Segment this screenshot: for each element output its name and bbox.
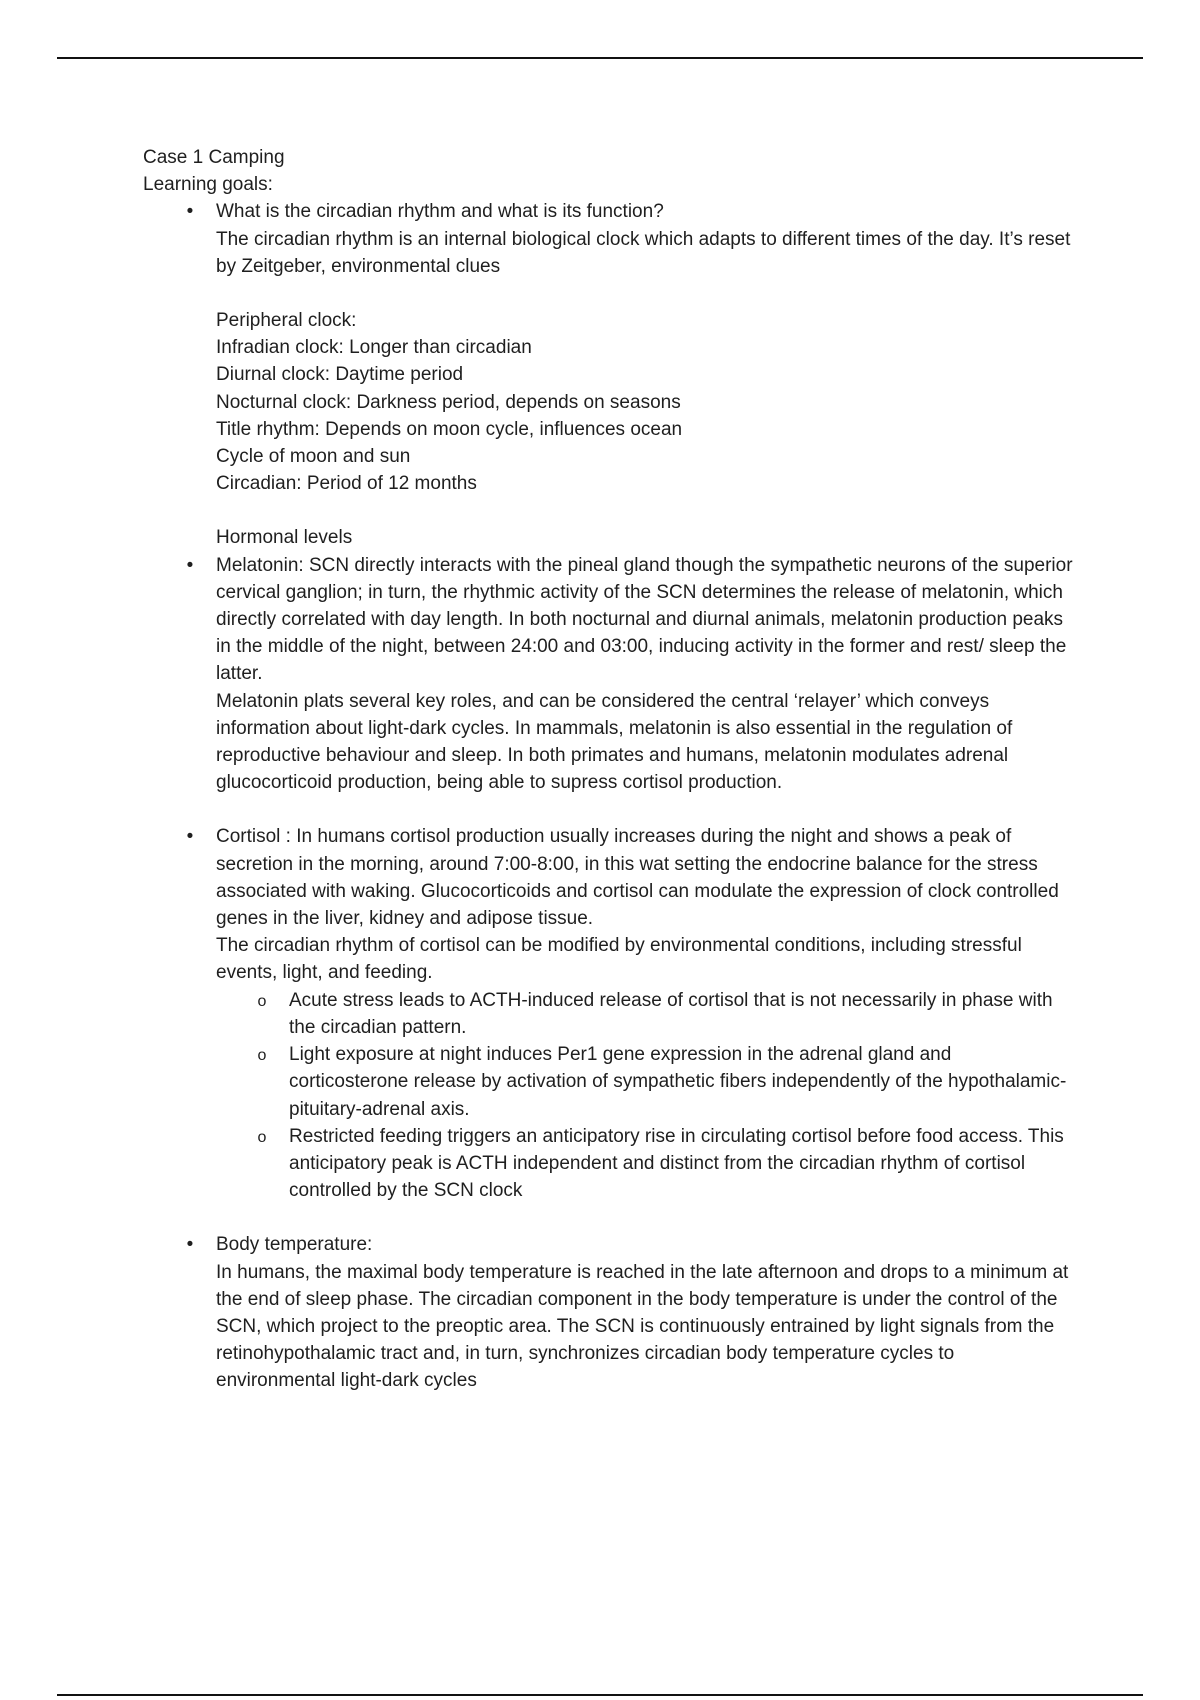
bullet-icon: • [186,1234,194,1256]
question-circadian: What is the circadian rhythm and what is its function? [216,201,664,223]
cortisol-paragraph-2: The circadian rhythm of cortisol can be modified by environmental conditions, including stressful events, light, and feeding. [216,935,1022,984]
sub-item-text: Acute stress leads to ACTH-induced release of cortisol that is not necessarily in phase with the circadian pattern. [289,989,1053,1038]
bullet-icon: • [186,554,194,576]
spacer [143,280,1073,307]
body-temperature-heading: Body temperature: [216,1234,373,1256]
bullet-icon: • [186,201,194,223]
clock-line-circadian: Circadian: Period of 12 months [216,473,477,495]
peripheral-clock-heading: Peripheral clock: [216,310,357,332]
doc-title: Case 1 Camping [143,147,285,168]
list-item-body-temperature [143,1231,1073,1394]
clock-line-title-rhythm: Title rhythm: Depends on moon cycle, influences ocean [216,418,683,440]
melatonin-paragraph-1: Melatonin: SCN directly interacts with the pineal gland though the sympathetic neurons of the superior cervical ganglion; in turn, the rhythmic activity of the SCN determines the release of melatonin, which directly correlated with day length. In both nocturnal and diurnal animals, melatonin production peaks in the middle of the night, between 24:00 and 03:00, inducing activity in the former and rest/ sleep the latter. [216,554,1073,685]
hormonal-levels-heading: Hormonal levels [216,527,353,549]
clock-line-nocturnal: Nocturnal clock: Darkness period, depends on seasons [216,391,681,413]
cortisol-paragraph-1: Cortisol : In humans cortisol production usually increases during the night and shows a peak of secretion in the morning, around 7:00-8:00, in this wat setting the endocrine balance for the stress associated with waking. Glucocorticoids and cortisol can modulate the expression of clock controlled genes in the liver, kidney and adipose tissue. [216,826,1059,930]
clock-line-moon-sun: Cycle of moon and sun [216,446,411,468]
list-item-cortisol [143,823,1073,986]
sub-item-acute-stress [143,987,1073,1041]
sub-item-text: Restricted feeding triggers an anticipatory rise in circulating cortisol before food access. This anticipatory peak is ACTH independent and distinct from the circadian rhythm of cortisol controlled by the SCN clock [289,1125,1064,1202]
circle-bullet-icon: o [257,1128,267,1146]
spacer [143,1204,1073,1231]
melatonin-paragraph-2: Melatonin plats several key roles, and can be considered the central ‘relayer’ which conveys information about light-dark cycles. In mammals, melatonin is also essential in the regulation of reproductive behaviour and sleep. In both primates and humans, melatonin modulates adrenal glucocorticoid production, being able to supress cortisol production. [216,690,1013,794]
circle-bullet-icon: o [257,992,267,1010]
bullet-icon: • [186,826,194,848]
top-rule [57,57,1143,59]
clock-line-infradian: Infradian clock: Longer than circadian [216,337,532,359]
sub-item-light-exposure [143,1041,1073,1123]
spacer [143,497,1073,524]
list-item-melatonin [143,552,1073,797]
clock-line-diurnal: Diurnal clock: Daytime period [216,364,464,386]
sub-item-text: Light exposure at night induces Per1 gene expression in the adrenal gland and corticosterone release by activation of sympathetic fibers independently of the hypothalamic-pituitary-adrenal axis. [289,1044,1067,1120]
body-temperature-paragraph: In humans, the maximal body temperature is reached in the late afternoon and drops to a minimum at the end of sleep phase. The circadian component in the body temperature is under the control of the SCN, which project to the preoptic area. The SCN is continuously entrained by light signals from the retinohypothalamic tract and, in turn, synchronizes circadian body temperature cycles to environmental light-dark cycles [216,1261,1069,1392]
answer-circadian: The circadian rhythm is an internal biological clock which adapts to different times of the day. It’s reset by Zeitgeber, environmental clues [216,228,1071,277]
circle-bullet-icon: o [257,1047,267,1065]
learning-goals-heading: Learning goals: [143,174,273,196]
document-body [143,144,1073,1395]
list-item-circadian [143,198,1073,280]
sub-item-restricted-feeding [143,1123,1073,1205]
bottom-rule [57,1694,1143,1696]
spacer [143,796,1073,823]
